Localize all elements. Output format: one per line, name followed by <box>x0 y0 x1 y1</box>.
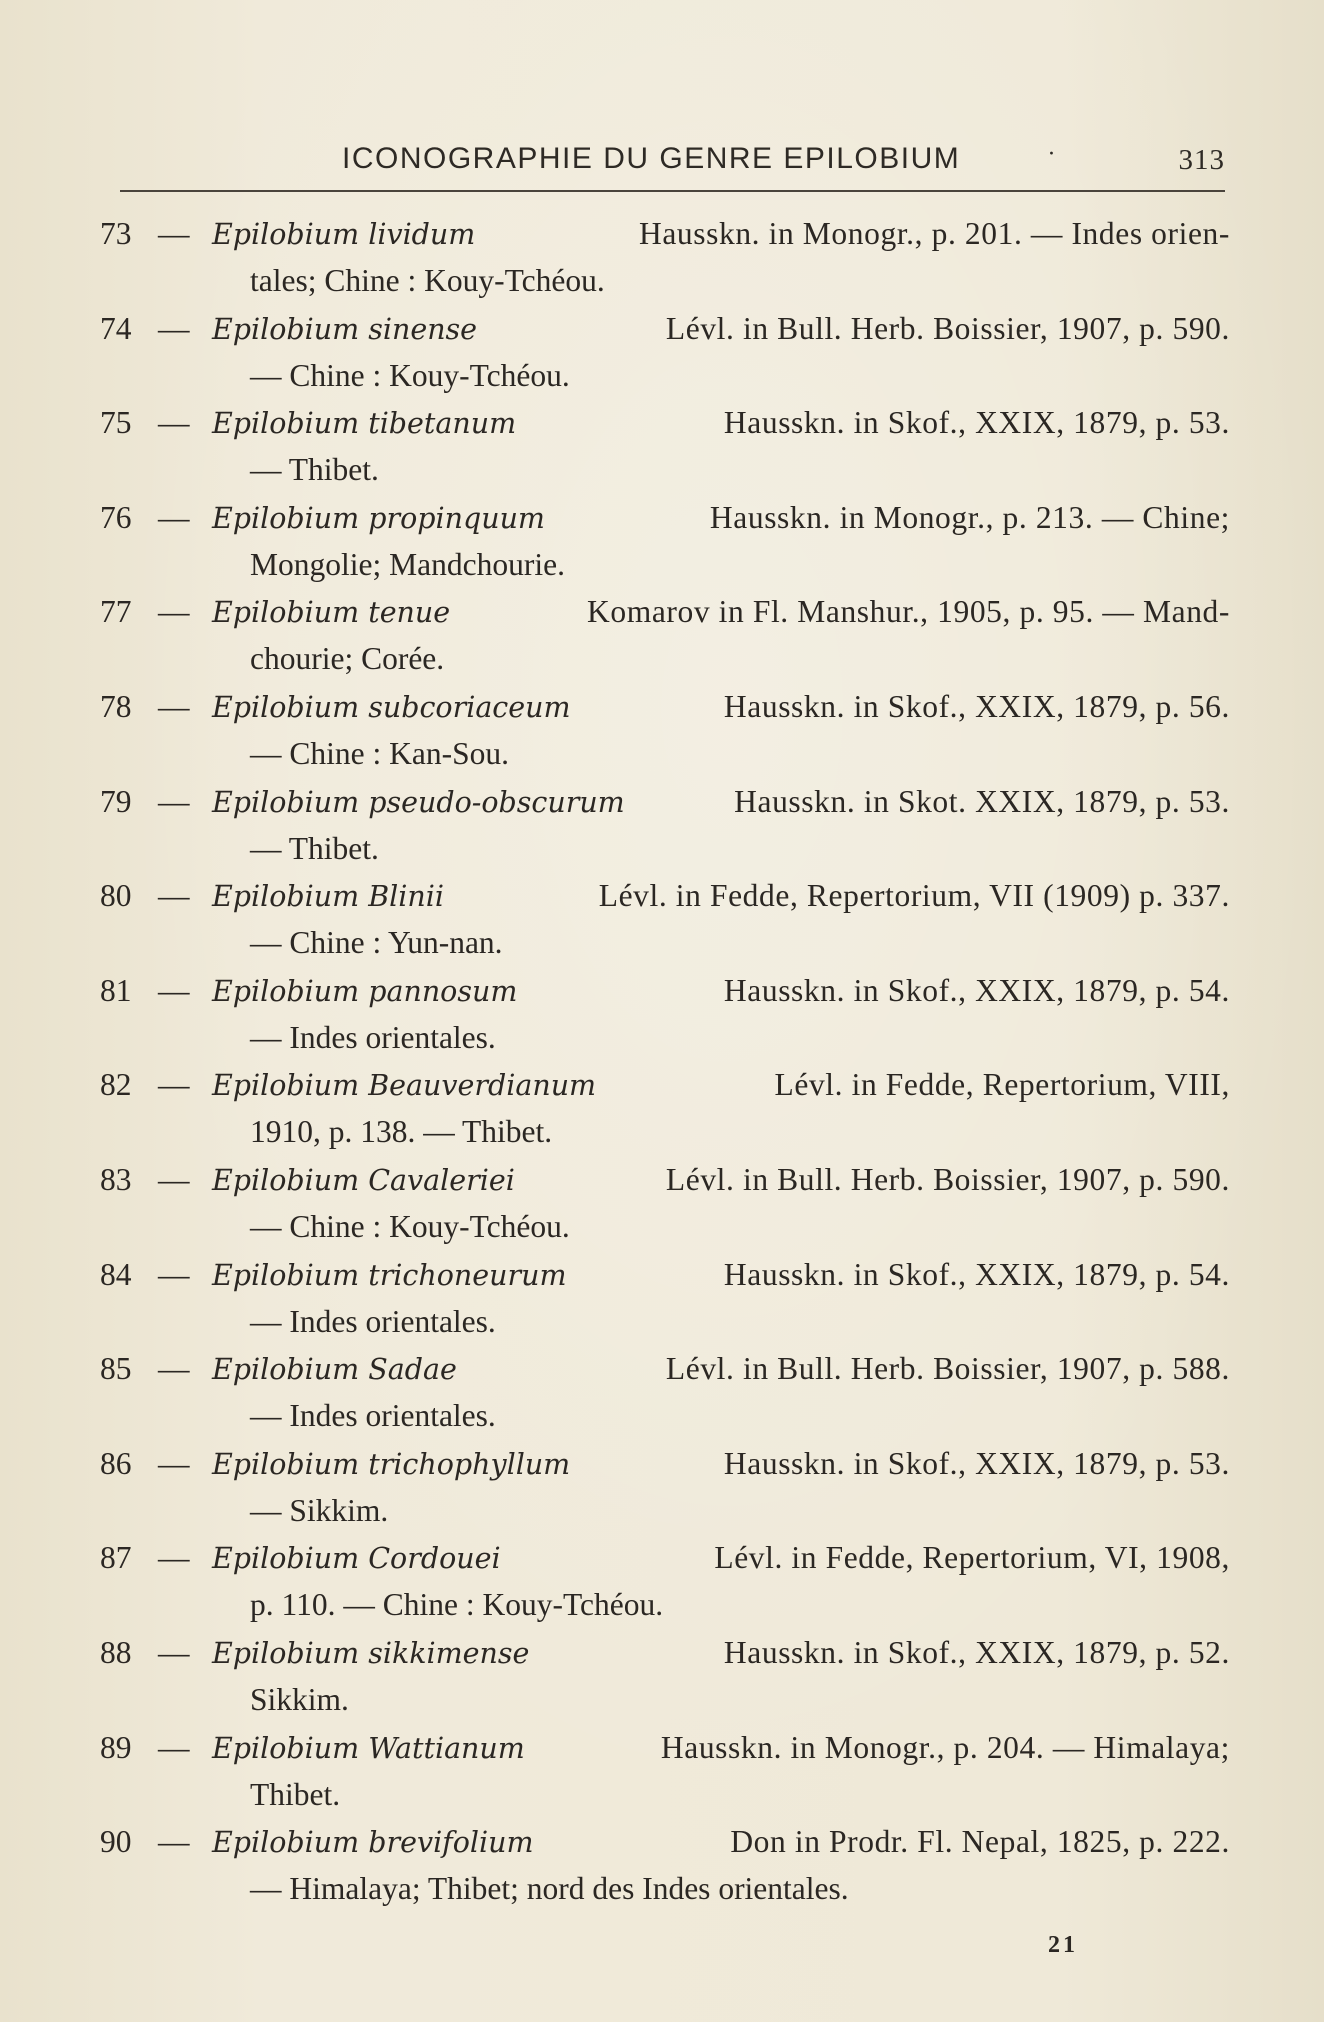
entry-continuation: — Indes orientales. <box>250 1019 496 1055</box>
species-name: Epilobium lividum <box>212 218 476 251</box>
entry-number: 79 <box>100 783 132 819</box>
entry-continuation: — Himalaya; Thibet; nord des Indes orientales. <box>250 1871 849 1907</box>
entry-dash: — <box>158 1351 190 1387</box>
entry-dash: — <box>158 1445 190 1481</box>
header-dot: · <box>1048 142 1055 167</box>
species-name: Epilobium tenue <box>212 596 451 630</box>
entry-reference: Lévl. in Bull. Herb. Boissier, 1907, p. 588. <box>665 1351 1230 1387</box>
entry-number: 73 <box>100 216 132 251</box>
entry-first-line <box>100 1629 1230 1677</box>
entry-number: 76 <box>100 499 132 535</box>
entry-reference: Hausskn. in Monogr., p. 204. — Himalaya; <box>660 1729 1230 1765</box>
entry-reference: Lévl. in Fedde, Repertorium, VI, 1908, <box>714 1540 1230 1576</box>
entry-dash: — <box>158 688 190 724</box>
entry-continuation: 1910, p. 138. — Thibet. <box>250 1114 553 1150</box>
list-item <box>100 1345 1230 1440</box>
list-item <box>100 1156 1230 1251</box>
header-title: ICONOGRAPHIE DU GENRE EPILOBIUM <box>342 142 961 175</box>
entry-reference: Hausskn. in Skof., XXIX, 1879, p. 53. <box>723 405 1230 441</box>
entry-first-line <box>100 872 1230 920</box>
entry-number: 84 <box>100 1256 132 1292</box>
entry-reference: Hausskn. in Skof., XXIX, 1879, p. 56. <box>723 688 1230 724</box>
entry-first-line <box>100 494 1230 542</box>
entry-number: 81 <box>100 972 132 1008</box>
species-name: Epilobium sikkimense <box>212 1636 530 1670</box>
list-item <box>100 778 1230 873</box>
species-name: Epilobium trichophyllum <box>212 1447 571 1481</box>
entry-continuation: — Indes orientales. <box>250 1398 496 1434</box>
entry-reference: Hausskn. in Monogr., p. 201. — Indes orien- <box>638 216 1230 251</box>
entry-first-line <box>100 399 1230 447</box>
entry-number: 90 <box>100 1824 132 1860</box>
list-item <box>100 588 1230 683</box>
entry-continuation: Mongolie; Mandchourie. <box>250 546 565 582</box>
entry-continuation: — Sikkim. <box>250 1492 389 1528</box>
page-number: 313 <box>1178 144 1225 176</box>
entry-number: 88 <box>100 1634 132 1670</box>
entry-first-line <box>100 210 1230 258</box>
species-name: Epilobium Wattianum <box>212 1731 525 1765</box>
entry-reference: Hausskn. in Skof., XXIX, 1879, p. 52. <box>723 1634 1230 1670</box>
list-item <box>100 399 1230 494</box>
list-item <box>100 494 1230 589</box>
entry-dash: — <box>158 310 190 346</box>
entry-dash: — <box>158 1729 190 1765</box>
entry-dash: — <box>158 1634 190 1670</box>
entry-reference: Komarov in Fl. Manshur., 1905, p. 95. — Mand- <box>587 594 1230 630</box>
list-item <box>100 1534 1230 1629</box>
entry-number: 83 <box>100 1161 132 1197</box>
entry-number: 80 <box>100 878 132 914</box>
entry-first-line <box>100 588 1230 636</box>
species-name: Epilobium Cordouei <box>212 1542 501 1576</box>
species-name: Epilobium sinense <box>212 312 478 346</box>
entry-first-line <box>100 967 1230 1015</box>
species-name: Epilobium subcoriaceum <box>212 690 571 724</box>
entry-dash: — <box>158 216 190 251</box>
species-name: Epilobium Blinii <box>212 880 444 914</box>
entry-number: 89 <box>100 1729 132 1765</box>
species-name: Epilobium Sadae <box>212 1353 457 1387</box>
species-list <box>100 210 1230 1913</box>
list-item <box>100 1251 1230 1346</box>
entry-dash: — <box>158 1161 190 1197</box>
entry-number: 78 <box>100 688 132 724</box>
species-name: Epilobium Beauverdianum <box>212 1069 597 1103</box>
entry-first-line <box>100 683 1230 731</box>
signature-mark: 21 <box>1048 1932 1078 1958</box>
entry-continuation: — Chine : Kouy-Tchéou. <box>250 1208 570 1244</box>
entry-continuation: — Chine : Kouy-Tchéou. <box>250 357 570 393</box>
entry-reference: Don in Prodr. Fl. Nepal, 1825, p. 222. <box>730 1824 1230 1860</box>
list-item <box>100 210 1230 305</box>
species-name: Epilobium pannosum <box>212 974 518 1008</box>
entry-reference: Hausskn. in Skof., XXIX, 1879, p. 53. <box>723 1445 1230 1481</box>
entry-continuation: — Indes orientales. <box>250 1303 496 1339</box>
entry-first-line <box>100 1534 1230 1582</box>
entry-first-line <box>100 1724 1230 1772</box>
species-name: Epilobium pseudo-obscurum <box>212 785 625 819</box>
list-item <box>100 1818 1230 1913</box>
species-name: Epilobium trichoneurum <box>212 1258 567 1292</box>
entry-continuation: — Chine : Yun-nan. <box>250 925 503 961</box>
entry-continuation: Thibet. <box>250 1776 341 1812</box>
entry-continuation: Sikkim. <box>250 1681 349 1717</box>
entry-continuation: tales; Chine : Kouy-Tchéou. <box>250 263 605 298</box>
species-name: Epilobium tibetanum <box>212 407 517 441</box>
entry-number: 82 <box>100 1067 132 1103</box>
entry-dash: — <box>158 878 190 914</box>
entry-continuation: — Chine : Kan-Sou. <box>250 735 509 771</box>
entry-number: 87 <box>100 1540 132 1576</box>
entry-reference: Hausskn. in Monogr., p. 213. — Chine; <box>709 499 1230 535</box>
entry-reference: Lévl. in Fedde, Repertorium, VIII, <box>774 1067 1230 1103</box>
list-item <box>100 1061 1230 1156</box>
list-item <box>100 1724 1230 1819</box>
entry-number: 86 <box>100 1445 132 1481</box>
entry-reference: Lévl. in Bull. Herb. Boissier, 1907, p. 590. <box>665 310 1230 346</box>
list-item <box>100 872 1230 967</box>
species-name: Epilobium brevifolium <box>212 1826 534 1860</box>
entry-first-line <box>100 1818 1230 1866</box>
list-item <box>100 1440 1230 1535</box>
list-item <box>100 967 1230 1062</box>
list-item <box>100 683 1230 778</box>
list-item <box>100 305 1230 400</box>
entry-number: 85 <box>100 1351 132 1387</box>
entry-dash: — <box>158 1067 190 1103</box>
entry-number: 74 <box>100 310 132 346</box>
entry-continuation: — Thibet. <box>250 830 379 866</box>
entry-first-line <box>100 1345 1230 1393</box>
entry-dash: — <box>158 499 190 535</box>
entry-first-line <box>100 1156 1230 1204</box>
entry-continuation: chourie; Corée. <box>250 641 445 677</box>
entry-reference: Hausskn. in Skof., XXIX, 1879, p. 54. <box>723 972 1230 1008</box>
entry-number: 77 <box>100 594 132 630</box>
species-name: Epilobium Cavaleriei <box>212 1163 515 1197</box>
entry-dash: — <box>158 1824 190 1860</box>
entry-continuation: — Thibet. <box>250 452 379 488</box>
entry-first-line <box>100 305 1230 353</box>
entry-first-line <box>100 1061 1230 1109</box>
list-item <box>100 1629 1230 1724</box>
entry-number: 75 <box>100 405 132 441</box>
entry-first-line <box>100 778 1230 826</box>
entry-reference: Hausskn. in Skot. XXIX, 1879, p. 53. <box>734 783 1230 819</box>
entry-dash: — <box>158 783 190 819</box>
running-header <box>120 134 1225 192</box>
entry-continuation: p. 110. — Chine : Kouy-Tchéou. <box>250 1587 664 1623</box>
entry-reference: Hausskn. in Skof., XXIX, 1879, p. 54. <box>723 1256 1230 1292</box>
entry-dash: — <box>158 1540 190 1576</box>
species-name: Epilobium propinquum <box>212 501 545 535</box>
entry-reference: Lévl. in Bull. Herb. Boissier, 1907, p. 590. <box>665 1161 1230 1197</box>
entry-dash: — <box>158 1256 190 1292</box>
entry-dash: — <box>158 972 190 1008</box>
entry-first-line <box>100 1440 1230 1488</box>
entry-first-line <box>100 1251 1230 1299</box>
entry-dash: — <box>158 594 190 630</box>
entry-reference: Lévl. in Fedde, Repertorium, VII (1909) p. 337. <box>598 878 1230 914</box>
entry-dash: — <box>158 405 190 441</box>
